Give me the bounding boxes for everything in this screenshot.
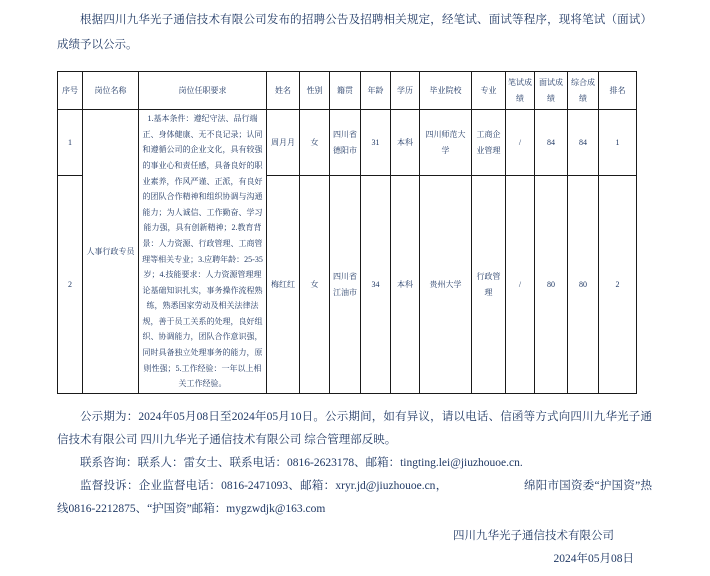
intro-paragraph: 根据四川九华光子通信技术有限公司发布的招聘公告及招聘相关规定，经笔试、面试等程序，现将笔试（面试）成绩予以公示。 [57,14,652,51]
publicity-period-paragraph: 公示期为：2024年05月08日至2024年05月10日。公示期间，如有异议，请以电话、信函等方式向四川九华光子通信技术有限公司 四川九华光子通信技术有限公司 综合管理部反映。 [57,411,652,446]
cell-age: 34 [361,176,391,394]
signature-company: 四川九华光子通信技术有限公司 [453,530,614,542]
table-row [58,110,637,176]
col-position: 岗位名称 [83,72,139,110]
cell-school: 四川师范大学 [420,110,472,176]
col-rank: 排名 [599,72,637,110]
cell-school: 贵州大学 [420,176,472,394]
header-row [58,72,637,110]
col-name: 姓名 [267,72,300,110]
signature-date: 2024年05月08日 [553,553,634,565]
cell-major: 行政管理 [472,176,506,394]
cell-major: 工商企业管理 [472,110,506,176]
cell-written-score: / [506,176,535,394]
cell-rank: 2 [599,176,637,394]
cell-written-score: / [506,110,535,176]
col-requirements: 岗位任职要求 [139,72,267,110]
contact-paragraph: 联系咨询：联系人：雷女士、联系电话：0816-2623178、邮箱：tingting.lei@jiuzhouoe.cn. [80,457,523,469]
notes-section [57,406,652,521]
col-serial: 序号 [58,72,83,110]
cell-name: 梅红红 [267,176,300,394]
cell-rank: 1 [599,110,637,176]
cell-gender: 女 [300,110,330,176]
col-school: 毕业院校 [420,72,472,110]
cell-hometown: 四川省江油市 [330,176,361,394]
cell-overall-score: 84 [568,110,599,176]
cell-interview-score: 84 [535,110,568,176]
cell-interview-score: 80 [535,176,568,394]
cell-education: 本科 [391,176,420,394]
cell-gender: 女 [300,176,330,394]
supervision-paragraph: 监督投诉：企业监督电话：0816-2471093、邮箱：xryr.jd@jiuzhouoe.cn， 绵阳市国资委“护国资”热线0816-2212875、“护国资”邮箱：mygzwdjk@163.com [57,480,652,515]
cell-serial: 2 [58,176,83,394]
cell-position-title: 人事行政专员 [83,110,139,394]
col-hometown: 籍贯 [330,72,361,110]
col-education: 学历 [391,72,420,110]
score-table [57,71,637,394]
col-gender: 性别 [300,72,330,110]
col-overall-score: 综合成绩 [568,72,599,110]
cell-hometown: 四川省德阳市 [330,110,361,176]
col-age: 年龄 [361,72,391,110]
cell-name: 周月月 [267,110,300,176]
col-interview-score: 面试成绩 [535,72,568,110]
cell-serial: 1 [58,110,83,176]
cell-education: 本科 [391,110,420,176]
cell-overall-score: 80 [568,176,599,394]
cell-age: 31 [361,110,391,176]
col-major: 专业 [472,72,506,110]
cell-requirements: 1.基本条件：遵纪守法、品行端正、身体健康、无不良记录；认同和遵循公司的企业文化，具有较强的事业心和责任感，具备良好的职业素养，作风严谨、正派，有良好的团队合作精神和组织协调与沟通能力；为人诚信、工作勤奋、学习能力强，具有创新精神；2.教育背景：人力资源、行政管理、工商管理等相关专业；3.应聘年龄：25-35岁；4.技能要求：人力资源管理理论基础知识扎实，事务操作流程熟练，熟悉国家劳动及相关法律法规，善于员工关系的处理，良好组织、协调能力，团队合作意识强，同时具备独立处理事务的能力，原则性强；5.工作经验：一年以上相关工作经验。 [139,110,267,394]
col-written-score: 笔试成绩 [506,72,535,110]
signature-block [57,525,652,571]
